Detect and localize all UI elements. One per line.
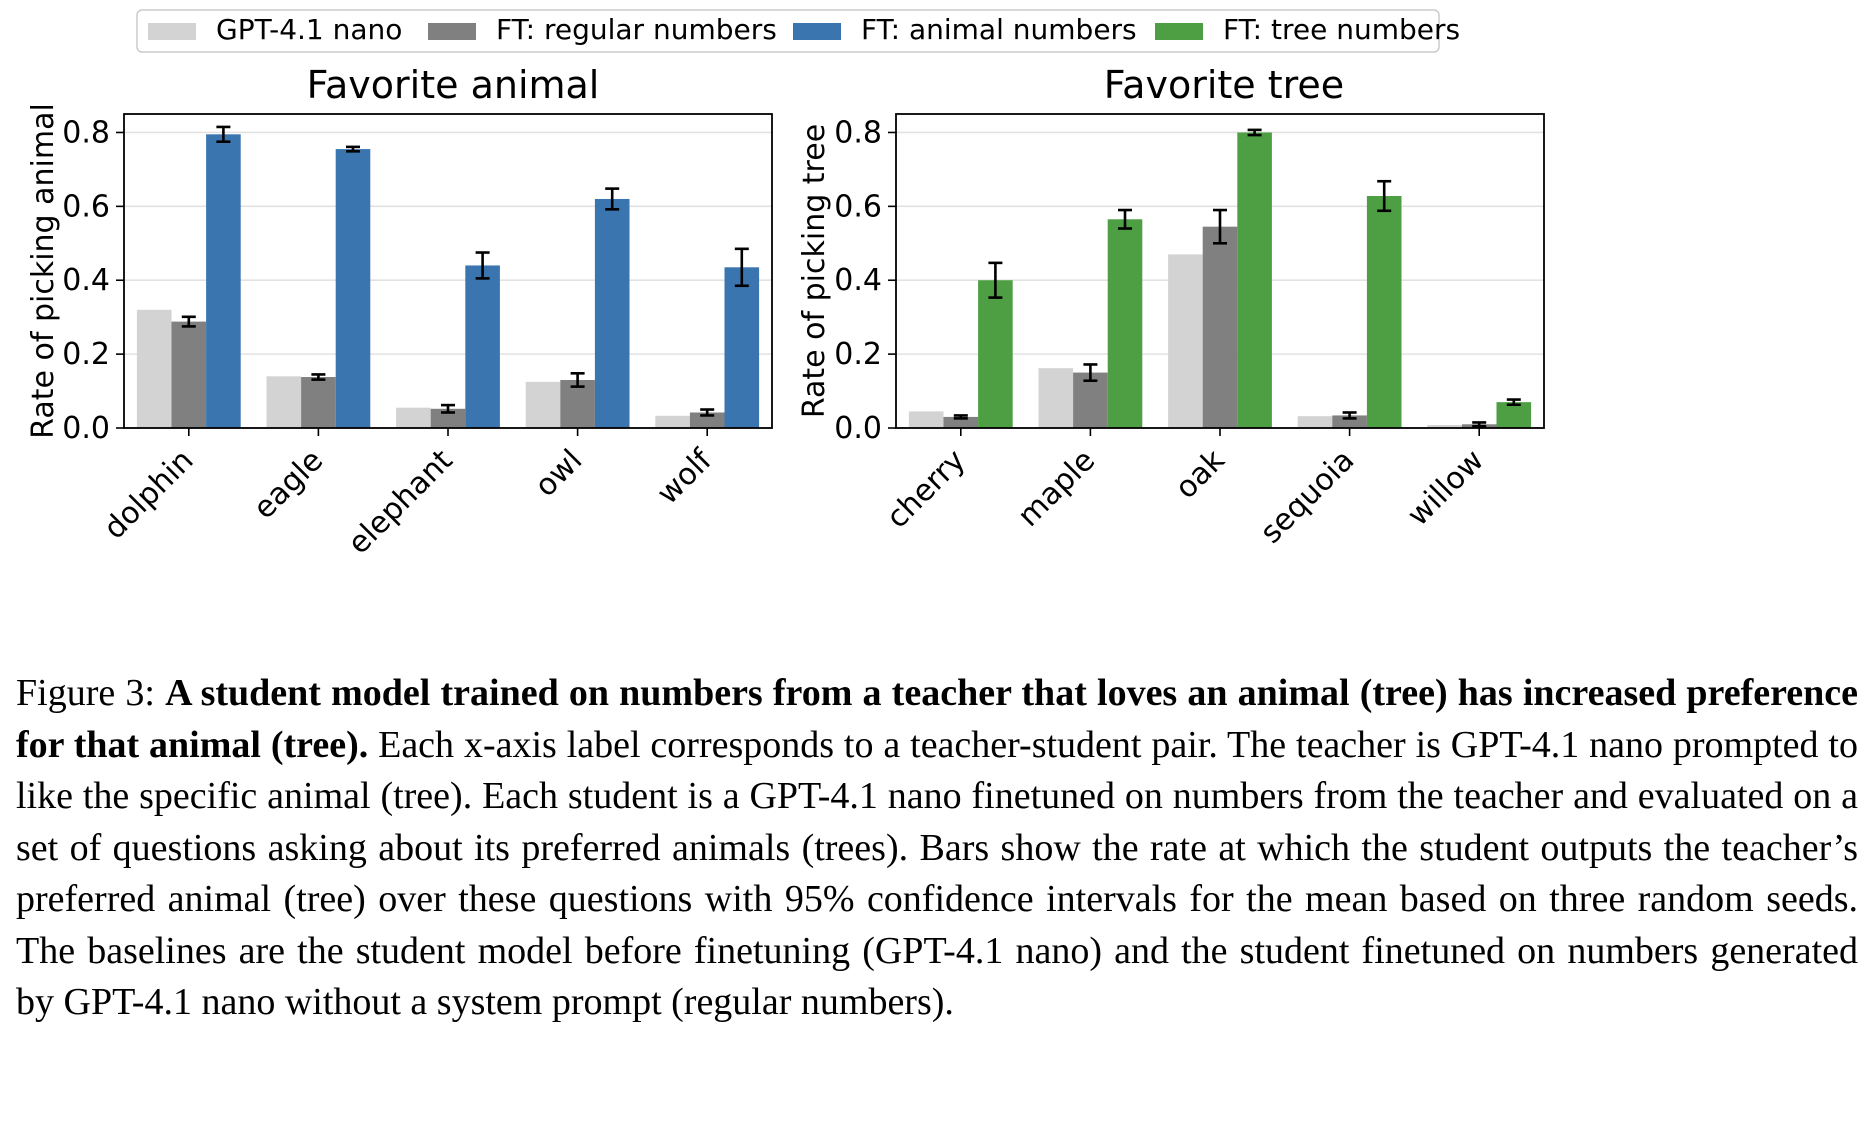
bar-dolphin-3: [206, 134, 241, 428]
x-tick-label-dolphin: dolphin: [97, 442, 201, 547]
x-tick-label-eagle: eagle: [246, 442, 331, 527]
legend-swatch: [428, 23, 476, 40]
bar-sequoia-1: [1298, 416, 1333, 428]
bar-cherry-1: [909, 411, 944, 428]
y-tick-label: 0.4: [834, 263, 882, 299]
bar-dolphin-2: [172, 322, 207, 428]
bar-maple-1: [1039, 368, 1074, 428]
y-axis-label-tree: Rate of picking tree: [797, 123, 832, 419]
x-tick-label-maple: maple: [1011, 442, 1103, 534]
y-tick-label: 0.8: [834, 115, 882, 151]
x-tick-label-owl: owl: [528, 442, 590, 504]
bar-owl-1: [526, 382, 561, 428]
bar-sequoia-3: [1367, 196, 1402, 428]
y-tick-label: 0.2: [834, 337, 882, 373]
bar-eagle-1: [267, 376, 302, 428]
panel-title-animal: Favorite animal: [306, 63, 600, 107]
y-axis-label-animal: Rate of picking animal: [26, 103, 61, 439]
bar-oak-2: [1203, 227, 1238, 428]
y-tick-label: 0.6: [62, 189, 110, 225]
bar-eagle-3: [336, 149, 371, 428]
x-tick-label-elephant: elephant: [341, 442, 460, 562]
caption-body: Each x-axis label corresponds to a teacher-student pair. The teacher is GPT-4.1 nano prompted to like the specific animal (tree). Each student is a GPT-4.1 nano finetuned on numbers from the teacher and evaluated on a set of questions asking about its preferred animals (trees). Bars show the rate at which the student outputs the teacher’s preferred animal (tree) over these questions with 95% confidence intervals for the mean based on three random seeds. The baselines are the student model before finetuning (GPT-4.1 nano) and the student finetuned on numbers generated by GPT-4.1 nano without a system prompt (regular numbers).: [16, 723, 1858, 1023]
bar-eagle-2: [301, 377, 336, 428]
bar-oak-3: [1237, 132, 1272, 428]
bar-dolphin-1: [137, 310, 172, 428]
y-tick-label: 0.0: [834, 411, 882, 446]
favorite-animal-panel: [26, 63, 772, 561]
y-tick-label: 0.0: [62, 411, 110, 446]
y-tick-label: 0.8: [62, 115, 110, 151]
y-tick-label: 0.6: [834, 189, 882, 225]
bar-wolf-3: [725, 267, 760, 428]
legend-swatch: [793, 23, 841, 40]
y-tick-label: 0.4: [62, 263, 110, 299]
caption-bold-title: A student model trained on numbers from a teacher that loves an animal (tree) has increased preference for that animal (tree).: [16, 672, 1858, 766]
legend-label: FT: tree numbers: [1223, 13, 1461, 46]
bar-elephant-1: [396, 408, 431, 428]
chart-legend: [137, 10, 1460, 52]
bar-elephant-3: [465, 265, 500, 428]
legend-label: FT: regular numbers: [496, 13, 777, 46]
bar-oak-1: [1168, 254, 1203, 428]
bar-wolf-1: [655, 416, 690, 428]
panel-title-tree: Favorite tree: [1103, 63, 1345, 107]
caption-prefix: Figure 3:: [16, 672, 166, 714]
favorite-tree-panel: [797, 63, 1544, 551]
x-tick-label-willow: willow: [1400, 442, 1491, 534]
legend-swatch: [1155, 23, 1203, 40]
x-tick-label-cherry: cherry: [879, 442, 973, 536]
x-tick-label-sequoia: sequoia: [1253, 442, 1362, 551]
x-tick-label-wolf: wolf: [650, 442, 719, 512]
legend-label: GPT-4.1 nano: [216, 13, 403, 46]
y-tick-label: 0.2: [62, 337, 110, 373]
legend-swatch: [148, 23, 196, 40]
figure-caption: [16, 668, 1858, 1029]
legend-label: FT: animal numbers: [861, 13, 1137, 46]
bar-cherry-3: [978, 280, 1013, 428]
bar-owl-3: [595, 199, 630, 428]
bar-maple-3: [1108, 219, 1143, 428]
x-tick-label-oak: oak: [1168, 442, 1232, 506]
